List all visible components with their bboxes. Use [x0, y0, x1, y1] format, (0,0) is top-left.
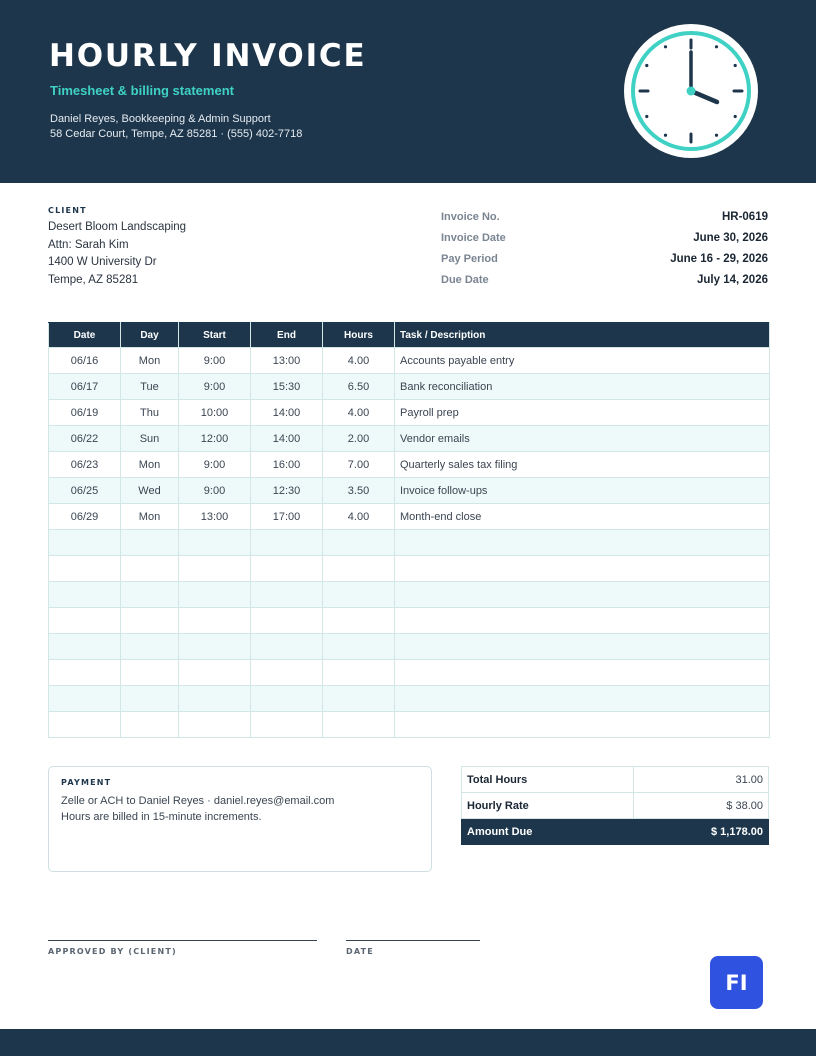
table-row	[49, 686, 770, 712]
billing-note: Hours are billed in 15-minute increments.	[61, 811, 262, 823]
cell-date: 06/23	[49, 452, 121, 478]
cell-task: Payroll prep	[395, 400, 770, 426]
cell-day: Mon	[121, 452, 179, 478]
meta-label: Due Date	[441, 273, 489, 286]
invoice-subtitle: Timesheet & billing statement	[50, 83, 234, 98]
meta-label: Invoice No.	[441, 210, 500, 223]
timesheet-table	[48, 322, 770, 738]
payment-box	[48, 766, 432, 872]
approval-signature-line	[48, 940, 317, 941]
cell-start	[179, 712, 251, 738]
cell-task: Quarterly sales tax filing	[395, 452, 770, 478]
invoice-number: HR-0619	[721, 210, 768, 223]
cell-date	[49, 582, 121, 608]
table-row	[49, 348, 770, 374]
cell-start	[179, 660, 251, 686]
cell-end	[251, 556, 323, 582]
cell-task	[395, 608, 770, 634]
clock-icon	[622, 22, 760, 160]
cell-start	[179, 556, 251, 582]
client-city: Tempe, AZ 85281	[48, 273, 139, 286]
issuer-address-line: 58 Cedar Court, Tempe, AZ 85281 · (555) 402-7718	[50, 128, 303, 140]
cell-date	[49, 712, 121, 738]
cell-start	[179, 634, 251, 660]
table-row	[49, 504, 770, 530]
cell-end: 14:00	[251, 426, 323, 452]
cell-start: 10:00	[179, 400, 251, 426]
cell-date	[49, 608, 121, 634]
cell-start: 9:00	[179, 374, 251, 400]
cell-date: 06/25	[49, 478, 121, 504]
invoice-date: June 30, 2026	[693, 231, 768, 244]
total-hours-value: 31.00	[634, 767, 769, 793]
total-hours-row	[462, 767, 769, 793]
cell-hours	[323, 608, 395, 634]
cell-end: 13:00	[251, 348, 323, 374]
cell-hours	[323, 556, 395, 582]
cell-day: Mon	[121, 348, 179, 374]
cell-end: 12:30	[251, 478, 323, 504]
client-name: Desert Bloom Landscaping	[48, 221, 187, 233]
footer-bar	[0, 1029, 816, 1056]
cell-day	[121, 634, 179, 660]
column-header-date: Date	[49, 323, 121, 348]
cell-task: Month-end close	[395, 504, 770, 530]
cell-date: 06/19	[49, 400, 121, 426]
cell-day: Wed	[121, 478, 179, 504]
cell-hours: 2.00	[323, 426, 395, 452]
cell-day: Mon	[121, 504, 179, 530]
cell-start: 12:00	[179, 426, 251, 452]
cell-end	[251, 660, 323, 686]
cell-date: 06/16	[49, 348, 121, 374]
amount-due-value: $ 1,178.00	[634, 819, 769, 845]
cell-end: 16:00	[251, 452, 323, 478]
cell-date	[49, 530, 121, 556]
table-row	[49, 582, 770, 608]
table-row	[49, 634, 770, 660]
cell-hours	[323, 634, 395, 660]
column-header-day: Day	[121, 323, 179, 348]
invoice-meta	[441, 206, 768, 290]
payment-label: PAYMENT	[61, 778, 112, 787]
column-header-hours: Hours	[323, 323, 395, 348]
payment-method: Zelle or ACH to Daniel Reyes · daniel.reyes@email.com	[61, 795, 335, 807]
cell-end: 14:00	[251, 400, 323, 426]
cell-hours: 4.00	[323, 504, 395, 530]
cell-hours: 6.50	[323, 374, 395, 400]
amount-due-row	[462, 819, 769, 845]
table-row	[49, 660, 770, 686]
cell-end	[251, 686, 323, 712]
meta-row-invoice-no	[441, 206, 768, 227]
cell-day	[121, 582, 179, 608]
cell-end	[251, 634, 323, 660]
pay-period: June 16 - 29, 2026	[670, 252, 768, 265]
table-row	[49, 452, 770, 478]
cell-start	[179, 530, 251, 556]
cell-start	[179, 608, 251, 634]
cell-end	[251, 712, 323, 738]
totals-table	[461, 766, 769, 845]
cell-day: Sun	[121, 426, 179, 452]
cell-start: 9:00	[179, 478, 251, 504]
meta-row-pay-period	[441, 248, 768, 269]
cell-start: 13:00	[179, 504, 251, 530]
hourly-rate-value: $ 38.00	[634, 793, 769, 819]
client-label: CLIENT	[48, 206, 87, 215]
cell-task: Vendor emails	[395, 426, 770, 452]
cell-task	[395, 634, 770, 660]
cell-day	[121, 712, 179, 738]
cell-hours: 4.00	[323, 400, 395, 426]
cell-day: Thu	[121, 400, 179, 426]
meta-label: Invoice Date	[441, 231, 506, 244]
cell-day: Tue	[121, 374, 179, 400]
cell-hours	[323, 530, 395, 556]
meta-label: Pay Period	[441, 252, 498, 265]
cell-end	[251, 582, 323, 608]
amount-due-label: Amount Due	[462, 819, 634, 845]
table-row	[49, 400, 770, 426]
cell-date	[49, 556, 121, 582]
cell-date: 06/17	[49, 374, 121, 400]
cell-day	[121, 660, 179, 686]
table-row	[49, 712, 770, 738]
cell-hours	[323, 582, 395, 608]
cell-task	[395, 712, 770, 738]
cell-day	[121, 686, 179, 712]
cell-end: 15:30	[251, 374, 323, 400]
invoice-title: HOURLY INVOICE	[49, 38, 367, 74]
table-row	[49, 478, 770, 504]
table-row	[49, 556, 770, 582]
table-row	[49, 426, 770, 452]
table-row	[49, 608, 770, 634]
due-date: July 14, 2026	[697, 273, 768, 286]
total-hours-label: Total Hours	[462, 767, 634, 793]
cell-hours	[323, 660, 395, 686]
hourly-rate-row	[462, 793, 769, 819]
cell-start	[179, 582, 251, 608]
meta-row-invoice-date	[441, 227, 768, 248]
table-header-row	[49, 323, 770, 348]
cell-date: 06/29	[49, 504, 121, 530]
table-row	[49, 530, 770, 556]
cell-hours	[323, 686, 395, 712]
column-header-start: Start	[179, 323, 251, 348]
issuer-info	[50, 112, 302, 142]
date-signature-label: DATE	[346, 947, 374, 956]
cell-start	[179, 686, 251, 712]
client-attn: Attn: Sarah Kim	[48, 238, 129, 251]
cell-task: Accounts payable entry	[395, 348, 770, 374]
cell-task	[395, 582, 770, 608]
client-block	[48, 206, 186, 289]
column-header-end: End	[251, 323, 323, 348]
cell-hours: 4.00	[323, 348, 395, 374]
cell-start: 9:00	[179, 348, 251, 374]
cell-task: Invoice follow-ups	[395, 478, 770, 504]
cell-end: 17:00	[251, 504, 323, 530]
invoice-header	[0, 0, 816, 183]
app-badge[interactable]: FI	[710, 956, 763, 1009]
cell-day	[121, 556, 179, 582]
cell-date	[49, 660, 121, 686]
cell-task	[395, 660, 770, 686]
cell-start: 9:00	[179, 452, 251, 478]
cell-task	[395, 530, 770, 556]
approval-signature-label: APPROVED BY (CLIENT)	[48, 947, 177, 956]
cell-hours: 7.00	[323, 452, 395, 478]
cell-day	[121, 530, 179, 556]
column-header-task: Task / Description	[395, 323, 770, 348]
issuer-name-line: Daniel Reyes, Bookkeeping & Admin Support	[50, 113, 271, 125]
cell-date	[49, 686, 121, 712]
cell-date	[49, 634, 121, 660]
meta-row-due-date	[441, 269, 768, 290]
cell-task	[395, 556, 770, 582]
date-signature-line	[346, 940, 480, 941]
cell-task	[395, 686, 770, 712]
hourly-rate-label: Hourly Rate	[462, 793, 634, 819]
cell-hours: 3.50	[323, 478, 395, 504]
cell-end	[251, 608, 323, 634]
cell-date: 06/22	[49, 426, 121, 452]
cell-end	[251, 530, 323, 556]
client-street: 1400 W University Dr	[48, 256, 157, 268]
cell-day	[121, 608, 179, 634]
cell-hours	[323, 712, 395, 738]
table-row	[49, 374, 770, 400]
cell-task: Bank reconciliation	[395, 374, 770, 400]
